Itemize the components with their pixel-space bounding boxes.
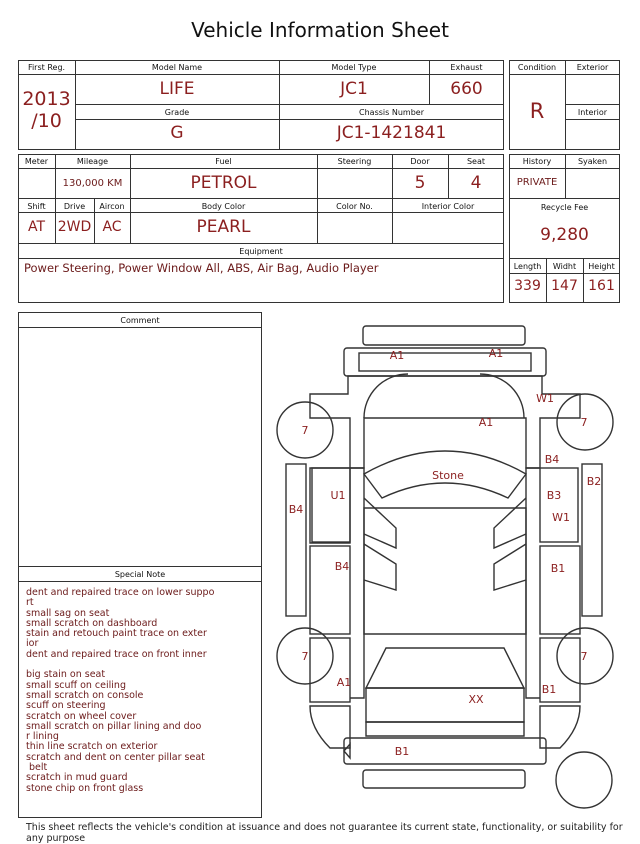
- first-reg-label: First Reg.: [27, 63, 66, 72]
- aircon-value: AC: [102, 219, 122, 235]
- chassis-value: JC1-1421841: [336, 123, 447, 143]
- height-label: Height: [588, 262, 615, 271]
- mark-left-pillar: B4: [288, 503, 304, 516]
- mark-right-front-door-w: W1: [552, 511, 570, 524]
- mark-right-front-door: B3: [546, 489, 562, 502]
- mark-front-bumper-left: A1: [389, 349, 405, 362]
- drive-value: 2WD: [57, 219, 92, 235]
- mark-front-bumper-right: A1: [488, 347, 504, 360]
- length-value: 339: [514, 278, 541, 294]
- special-note-label: Special Note: [114, 570, 166, 579]
- drive-label: Drive: [63, 202, 86, 211]
- page-title: Vehicle Information Sheet: [191, 18, 449, 42]
- mark-fender-right-b: B4: [544, 453, 560, 466]
- mark-windshield: Stone: [432, 469, 464, 482]
- mark-right-rear-quarter: B1: [541, 683, 557, 696]
- body-color-value: PEARL: [196, 217, 251, 237]
- door-value: 5: [414, 173, 426, 193]
- mark-right-rear-door: B1: [550, 562, 566, 575]
- chassis-label: Chassis Number: [359, 108, 424, 117]
- mark-right-edge: B2: [586, 475, 602, 488]
- mark-tire-rear-left: 7: [301, 650, 309, 663]
- shift-label: Shift: [27, 202, 46, 211]
- mileage-label: Mileage: [76, 157, 109, 166]
- disclaimer-footer: This sheet reflects the vehicle's condition at issuance and does not guarantee its current state, functionality, or suitability for any purpose: [26, 822, 623, 844]
- steering-label: Steering: [337, 157, 372, 166]
- comment-label: Comment: [120, 316, 160, 325]
- history-label: History: [522, 157, 552, 166]
- mark-tire-front-left: 7: [301, 424, 309, 437]
- fuel-value: PETROL: [190, 173, 257, 193]
- seat-value: 4: [470, 173, 482, 193]
- equipment-label: Equipment: [239, 247, 283, 256]
- color-no-label: Color No.: [336, 202, 373, 211]
- model-type-label: Model Type: [331, 63, 377, 72]
- seat-label: Seat: [466, 157, 486, 166]
- first-reg-year: 2013: [22, 88, 71, 110]
- mark-rear-bumper: B1: [394, 745, 410, 758]
- syaken-label: Syaken: [577, 157, 608, 166]
- shift-value: AT: [27, 219, 46, 235]
- condition-value: R: [529, 99, 545, 123]
- fuel-label: Fuel: [215, 157, 232, 166]
- width-value: 147: [551, 278, 578, 294]
- model-name-label: Model Name: [151, 63, 203, 72]
- condition-label: Condition: [517, 63, 557, 72]
- meter-label: Meter: [24, 157, 49, 166]
- model-type-value: JC1: [340, 79, 368, 99]
- interior-label: Interior: [577, 108, 608, 117]
- special-note-text: dent and repaired trace on lower suppo rt small sag on seat small scratch on dashboard stain and retouch paint trace on exter ior dent and repaired trace on front inner big stain on seat small scuff on ceiling small scratch on console scuff on steering scratch on wheel cover small scratch on pillar lining and doo r lining thin line scratch on exterior scratch and dent on center pillar seat belt scratch in mud guard stone chip on front glass: [26, 587, 215, 794]
- recycle-fee-label: Recycle Fee: [540, 203, 589, 212]
- first-reg-month: /10: [31, 110, 62, 132]
- grade-value: G: [170, 123, 184, 143]
- mark-rear-glass: XX: [468, 693, 484, 706]
- exterior-label: Exterior: [576, 63, 609, 72]
- width-label: Widht: [552, 262, 577, 271]
- mark-left-rear-quarter: A1: [336, 676, 352, 689]
- mark-tire-front-right: 7: [580, 416, 588, 429]
- equipment-value: Power Steering, Power Window All, ABS, Air Bag, Audio Player: [24, 261, 379, 275]
- exhaust-label: Exhaust: [450, 63, 483, 72]
- mark-hood: A1: [478, 416, 494, 429]
- aircon-label: Aircon: [99, 202, 125, 211]
- exhaust-value: 660: [450, 79, 483, 99]
- mark-left-front-door: U1: [330, 489, 346, 502]
- damage-diagram: [262, 318, 634, 820]
- grade-label: Grade: [164, 108, 190, 117]
- door-label: Door: [410, 157, 430, 166]
- body-color-label: Body Color: [201, 202, 246, 211]
- mileage-value: 130,000 KM: [62, 178, 123, 189]
- height-value: 161: [588, 278, 615, 294]
- history-value: PRIVATE: [516, 177, 558, 188]
- mark-left-rear-door: B4: [334, 560, 350, 573]
- mark-fender-right-w: W1: [536, 392, 554, 405]
- mark-tire-rear-right: 7: [580, 650, 588, 663]
- recycle-fee-value: 9,280: [540, 225, 589, 245]
- model-name-value: LIFE: [159, 79, 195, 99]
- interior-color-label: Interior Color: [421, 202, 475, 211]
- length-label: Length: [513, 262, 542, 271]
